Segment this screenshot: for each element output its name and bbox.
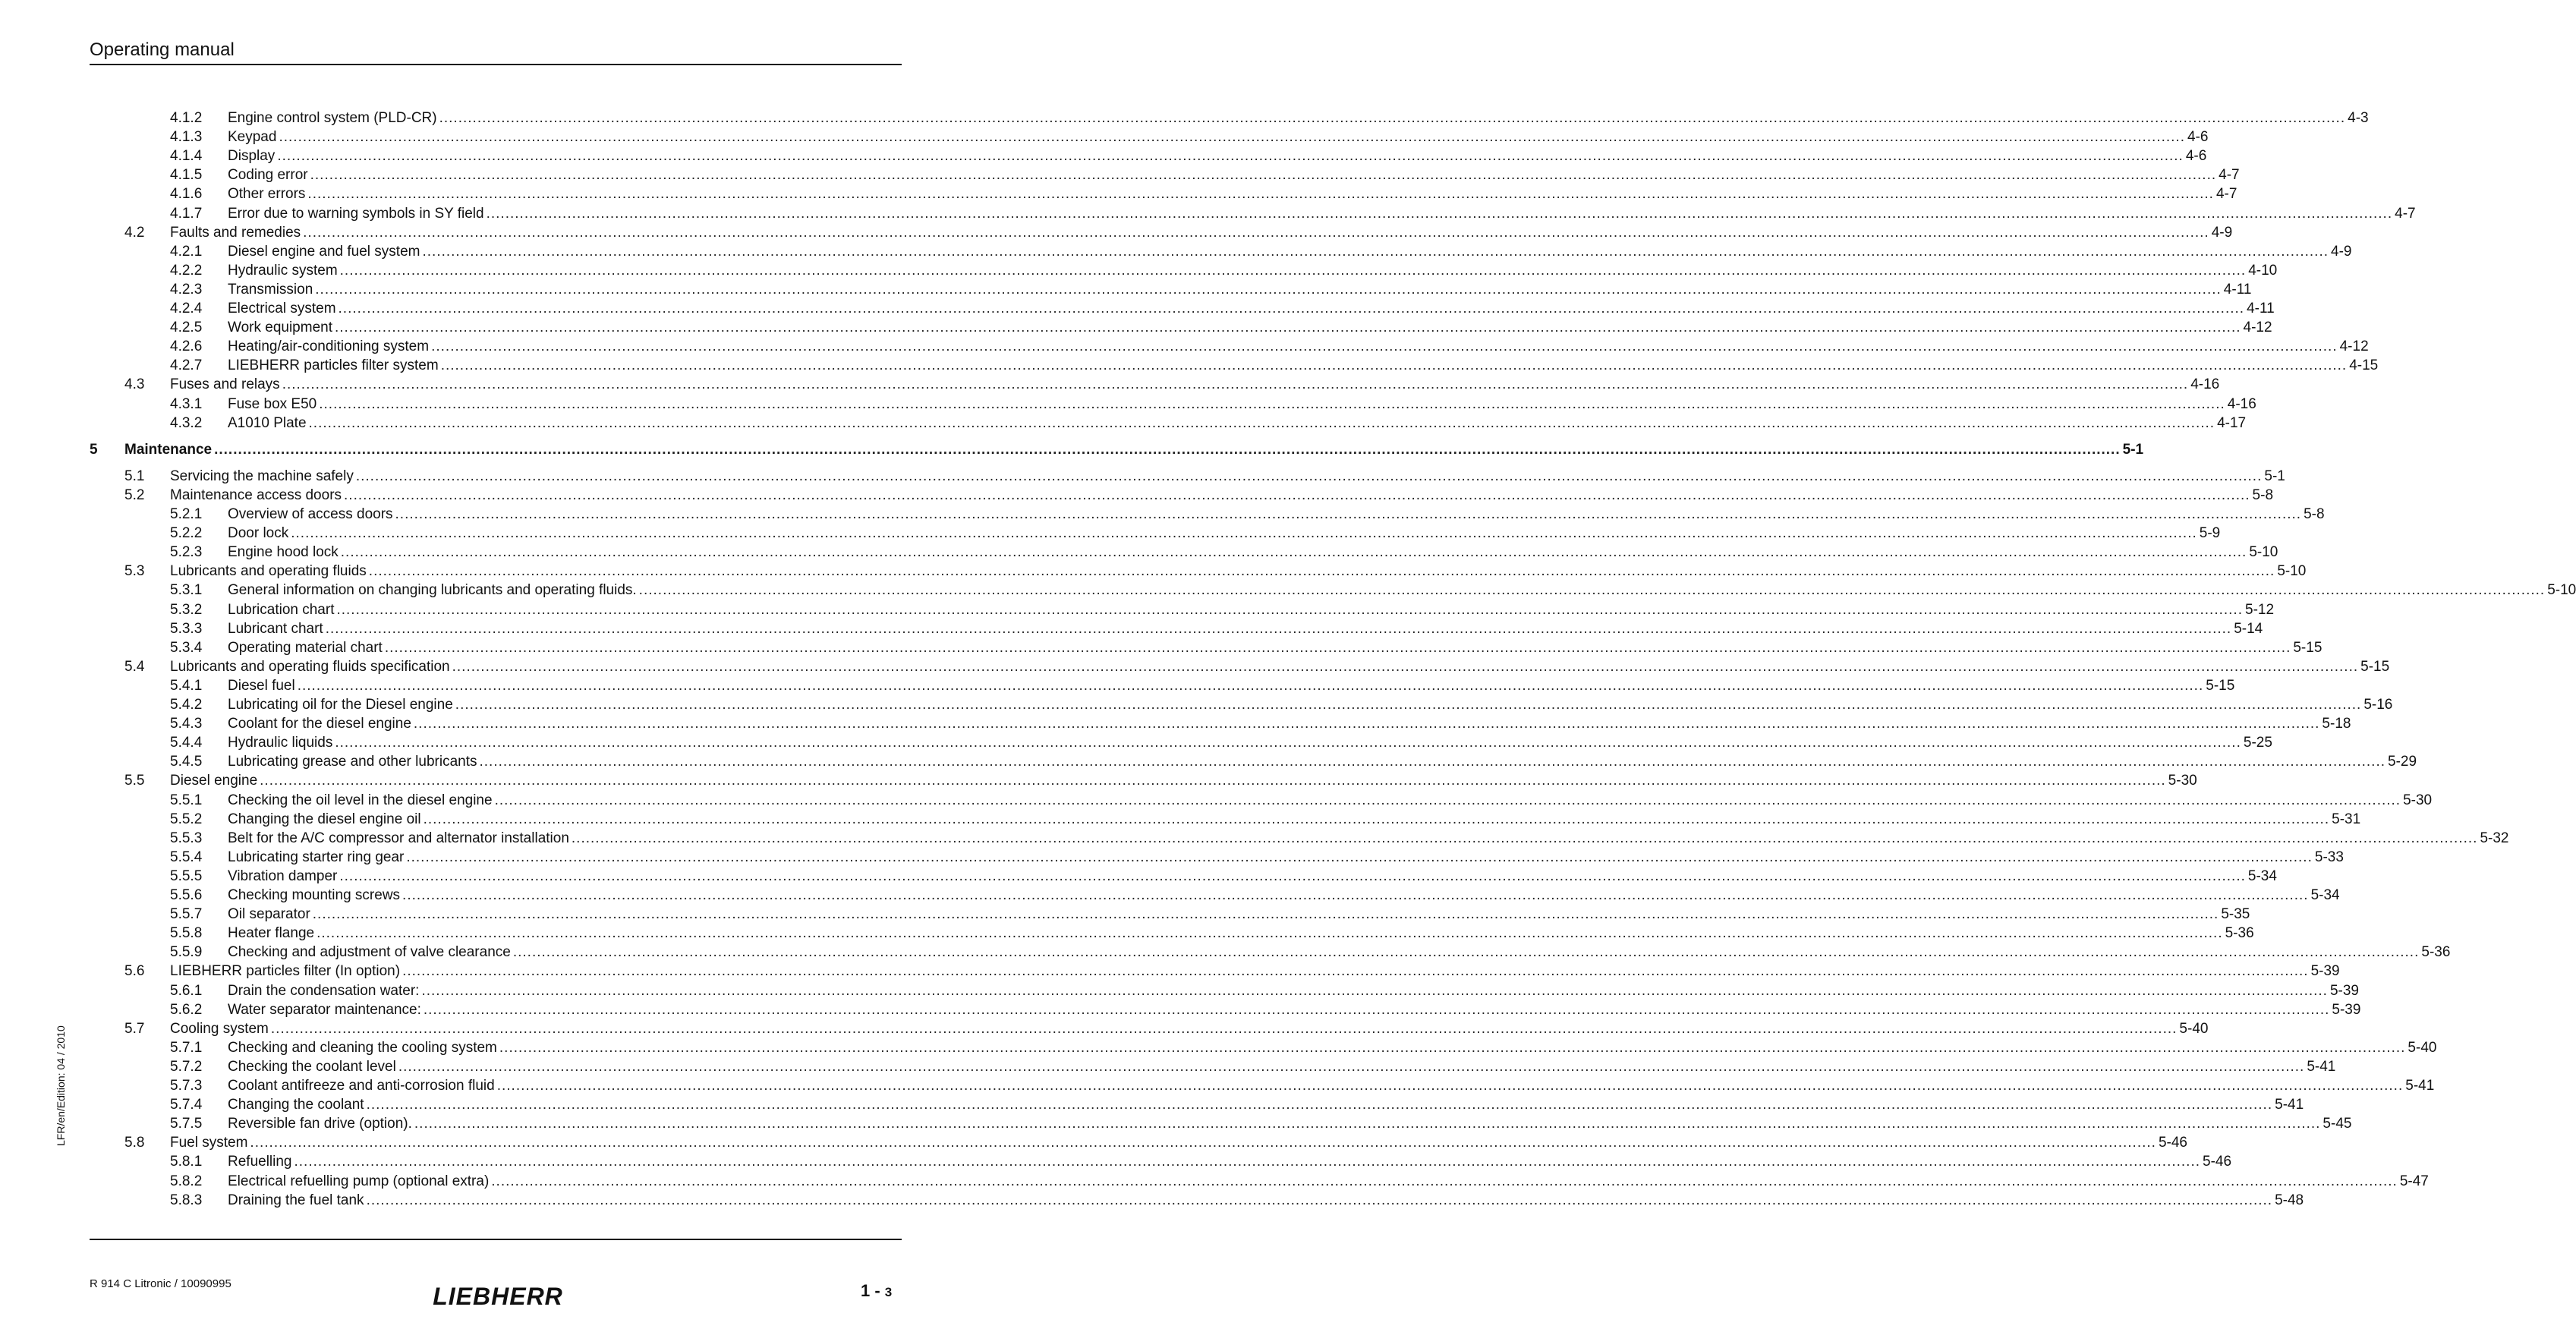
toc-entry-page: 5-10 — [2249, 544, 2278, 561]
toc-entry[interactable] — [0, 1173, 2429, 1191]
toc-entry-number: 5.4.4 — [170, 735, 203, 751]
toc-entry-page: 5-32 — [2480, 830, 2509, 846]
toc-dot-leader: ................................................................................................................................................................................................................................................................................................................................................................................................................ — [336, 601, 2243, 618]
page-number-page: 3 — [884, 1285, 893, 1299]
footer-rule — [90, 1239, 902, 1240]
toc-entry-page: 5-35 — [2221, 906, 2250, 923]
toc-dot-leader: ................................................................................................................................................................................................................................................................................................................................................................................................................ — [310, 167, 2217, 184]
toc-entry-page: 5-41 — [2307, 1058, 2336, 1075]
toc-entry[interactable] — [0, 1001, 2361, 1019]
liebherr-logo — [427, 1283, 569, 1308]
toc-entry-title: Coolant for the diesel engine — [228, 716, 411, 732]
logo-text: LIEBHERR — [433, 1283, 563, 1310]
page-number-chapter: 1 - — [861, 1281, 885, 1300]
toc-entry-page: 5-46 — [2158, 1135, 2187, 1151]
toc-entry-page: 5-36 — [2225, 925, 2254, 942]
toc-entry-title: Checking and cleaning the cooling system — [228, 1039, 497, 1056]
toc-entry-page: 4-17 — [2217, 414, 2247, 431]
toc-dot-leader: ................................................................................................................................................................................................................................................................................................................................................................................................................ — [421, 982, 2328, 999]
toc-dot-leader: ................................................................................................................................................................................................................................................................................................................................................................................................................ — [395, 506, 2302, 522]
toc-dot-leader: ................................................................................................................................................................................................................................................................................................................................................................................................................ — [316, 925, 2223, 942]
toc-entry-title: Overview of access doors — [228, 506, 393, 522]
toc-entry-title: Hydraulic liquids — [228, 735, 333, 751]
toc-entry-number: 5.5.4 — [170, 849, 203, 865]
toc-entry-number: 5.3.4 — [170, 639, 203, 656]
toc-entry[interactable] — [0, 319, 2272, 337]
toc-dot-leader: ................................................................................................................................................................................................................................................................................................................................................................................................................ — [315, 281, 2222, 298]
toc-dot-leader: ................................................................................................................................................................................................................................................................................................................................................................................................................ — [335, 320, 2241, 336]
toc-dot-leader: ................................................................................................................................................................................................................................................................................................................................................................................................................ — [214, 441, 2121, 458]
toc-entry-number: 4.1.3 — [170, 129, 203, 146]
toc-entry-number: 5.5.6 — [170, 887, 203, 903]
toc-entry-number: 4.3.2 — [170, 414, 203, 431]
toc-entry-page: 5-30 — [2403, 792, 2433, 808]
toc-dot-leader: ................................................................................................................................................................................................................................................................................................................................................................................................................ — [338, 301, 2245, 316]
toc-entry[interactable] — [0, 620, 2263, 638]
toc-entry-title: Fuses and relays — [170, 376, 280, 393]
toc-entry-title: Checking mounting screws — [228, 887, 401, 903]
toc-entry-page: 4-12 — [2243, 320, 2272, 336]
toc-entry-page: 5-14 — [2234, 620, 2263, 637]
toc-entry-title: Operating material chart — [228, 639, 383, 656]
toc-dot-leader: ................................................................................................................................................................................................................................................................................................................................................................................................................ — [384, 639, 2291, 656]
toc-entry-number: 4.2.2 — [170, 262, 203, 279]
toc-entry-number: 5.5.1 — [170, 792, 203, 808]
toc-entry-page: 5-40 — [2408, 1039, 2437, 1056]
toc-entry-title: Servicing the machine safely — [170, 468, 354, 484]
toc-entry-number: 5.2 — [124, 487, 145, 503]
toc-entry[interactable] — [0, 543, 2278, 562]
toc-entry-title: Checking the oil level in the diesel engine — [228, 792, 493, 808]
toc-entry-number: 4.2.7 — [170, 357, 203, 374]
toc-entry-number: 5.4.2 — [170, 697, 203, 713]
toc-entry-page: 4-9 — [2211, 224, 2233, 241]
toc-entry[interactable] — [0, 905, 2250, 924]
toc-entry-number: 4.2.1 — [170, 243, 203, 260]
toc-entry-page: 5-46 — [2203, 1154, 2232, 1170]
toc-entry-title: Diesel engine and fuel system — [228, 243, 420, 260]
toc-entry-title: Lubricating oil for the Diesel engine — [228, 697, 453, 713]
toc-entry-title: Other errors — [228, 186, 306, 203]
toc-entry-title: Lubricant chart — [228, 620, 323, 637]
toc-entry-page: 4-3 — [2348, 110, 2369, 126]
toc-dot-leader: ................................................................................................................................................................................................................................................................................................................................................................................................................ — [479, 754, 2386, 770]
toc-dot-leader: ................................................................................................................................................................................................................................................................................................................................................................................................................ — [339, 868, 2246, 884]
toc-dot-leader: ................................................................................................................................................................................................................................................................................................................................................................................................................ — [486, 205, 2393, 222]
toc-entry-title: Diesel fuel — [228, 677, 295, 694]
toc-entry[interactable] — [0, 262, 2278, 280]
toc-entry-number: 5.5.3 — [170, 830, 203, 846]
toc-dot-leader: ................................................................................................................................................................................................................................................................................................................................................................................................................ — [431, 339, 2338, 355]
toc-entry-title: Draining the fuel tank — [228, 1192, 364, 1208]
toc-entry-page: 5-40 — [2179, 1020, 2209, 1037]
toc-entry-number: 5.7 — [124, 1020, 145, 1037]
toc-entry-number: 4.2.4 — [170, 301, 203, 316]
toc-entry-number: 4.1.4 — [170, 148, 203, 165]
toc-entry-page: 5-45 — [2322, 1116, 2352, 1132]
toc-dot-leader: ................................................................................................................................................................................................................................................................................................................................................................................................................ — [355, 468, 2263, 484]
toc-entry-page: 5-47 — [2399, 1173, 2429, 1189]
toc-entry[interactable] — [0, 243, 2352, 261]
toc-entry[interactable] — [0, 1192, 2304, 1210]
toc-entry-number: 5.3.3 — [170, 620, 203, 637]
toc-entry-number: 4.3 — [124, 376, 145, 393]
toc-entry-page: 5-34 — [2247, 868, 2277, 884]
toc-dot-leader: ................................................................................................................................................................................................................................................................................................................................................................................................................ — [406, 849, 2313, 865]
toc-entry-title: Diesel engine — [170, 773, 258, 789]
toc-dot-leader: ................................................................................................................................................................................................................................................................................................................................................................................................................ — [402, 887, 2309, 903]
toc-entry-number: 5.7.5 — [170, 1116, 203, 1132]
toc-entry-page: 5-36 — [2421, 944, 2451, 961]
toc-entry-number: 5.6.2 — [170, 1001, 203, 1018]
toc-entry[interactable] — [0, 677, 2235, 695]
toc-dot-leader: ................................................................................................................................................................................................................................................................................................................................................................................................................ — [366, 1097, 2273, 1113]
toc-entry-number: 5.4.3 — [170, 716, 203, 732]
toc-entry-number: 5.8.3 — [170, 1192, 203, 1208]
toc-entry-number: 4.2.6 — [170, 339, 203, 355]
toc-entry[interactable] — [0, 185, 2237, 203]
toc-entry-page: 5-25 — [2243, 735, 2272, 751]
toc-entry-number: 4.1.5 — [170, 167, 203, 184]
toc-entry[interactable] — [0, 924, 2254, 943]
toc-entry[interactable] — [0, 505, 2325, 524]
toc-entry-page: 5-30 — [2168, 773, 2197, 789]
toc-dot-leader: ................................................................................................................................................................................................................................................................................................................................................................................................................ — [571, 830, 2478, 846]
toc-entry[interactable] — [0, 982, 2359, 1000]
toc-dot-leader: ................................................................................................................................................................................................................................................................................................................................................................................................................ — [494, 792, 2401, 808]
toc-entry-title: Lubricants and operating fluids specification — [170, 658, 450, 675]
toc-entry-page: 4-15 — [2349, 357, 2379, 374]
toc-entry[interactable] — [0, 300, 2275, 318]
toc-dot-leader: ................................................................................................................................................................................................................................................................................................................................................................................................................ — [422, 243, 2329, 260]
toc-entry-page: 5-48 — [2275, 1192, 2304, 1208]
toc-dot-leader: ................................................................................................................................................................................................................................................................................................................................................................................................................ — [344, 487, 2250, 503]
toc-entry-page: 4-7 — [2215, 186, 2237, 203]
toc-entry-title: Heater flange — [228, 925, 315, 942]
edition-note: LFR/en/Edition: 04 / 2010 — [55, 1025, 67, 1146]
toc-entry-page: 4-11 — [2223, 281, 2252, 298]
toc-entry-title: Electrical system — [228, 301, 336, 316]
toc-entry-number: 5.5 — [124, 773, 145, 789]
toc-dot-leader: ................................................................................................................................................................................................................................................................................................................................................................................................................ — [250, 1135, 2156, 1151]
toc-entry-title: Maintenance — [124, 441, 213, 458]
toc-entry-title: General information on changing lubricants and operating fluids. — [228, 582, 637, 599]
toc-entry[interactable] — [0, 468, 2285, 486]
toc-entry[interactable] — [0, 1096, 2304, 1114]
toc-entry-number: 5.4.1 — [170, 677, 203, 694]
toc-entry-number: 4.3.1 — [170, 395, 203, 412]
toc-entry-title: Checking the coolant level — [228, 1058, 396, 1075]
toc-entry-page: 5-39 — [2332, 1001, 2361, 1018]
toc-entry-page: 5-39 — [2310, 963, 2340, 980]
toc-entry-number: 5.1 — [124, 468, 145, 484]
toc-entry-title: LIEBHERR particles filter system — [228, 357, 439, 374]
toc-entry-title: Cooling system — [170, 1020, 269, 1037]
toc-entry-title: Oil separator — [228, 906, 310, 923]
toc-entry[interactable] — [0, 943, 2451, 962]
toc-entry-page: 5-1 — [2122, 441, 2144, 458]
toc-dot-leader: ................................................................................................................................................................................................................................................................................................................................................................................................................ — [440, 357, 2348, 374]
toc-entry-title: Display — [228, 148, 276, 165]
toc-entry[interactable] — [0, 715, 2351, 733]
toc-entry-page: 4-12 — [2339, 339, 2369, 355]
toc-entry-title: Maintenance access doors — [170, 487, 342, 503]
toc-entry-number: 4.1.6 — [170, 186, 203, 203]
toc-entry-page: 5-8 — [2304, 506, 2325, 522]
toc-entry[interactable] — [0, 338, 2369, 356]
toc-entry-number: 5.5.5 — [170, 868, 203, 884]
toc-entry-number: 5.6.1 — [170, 982, 203, 999]
toc-entry-title: Reversible fan drive (option). — [228, 1116, 412, 1132]
toc-dot-leader: ................................................................................................................................................................................................................................................................................................................................................................................................................ — [455, 697, 2362, 713]
toc-dot-leader: ................................................................................................................................................................................................................................................................................................................................................................................................................ — [277, 148, 2184, 165]
toc-dot-leader: ................................................................................................................................................................................................................................................................................................................................................................................................................ — [491, 1173, 2398, 1189]
toc-dot-leader: ................................................................................................................................................................................................................................................................................................................................................................................................................ — [279, 129, 2185, 146]
toc-dot-leader: ................................................................................................................................................................................................................................................................................................................................................................................................................ — [452, 658, 2359, 675]
toc-entry-title: Vibration damper — [228, 868, 338, 884]
toc-entry-title: Changing the diesel engine oil — [228, 811, 421, 827]
toc-entry[interactable] — [0, 1039, 2437, 1057]
toc-entry[interactable] — [0, 658, 2390, 676]
toc-entry-page: 5-8 — [2252, 487, 2274, 503]
toc-entry[interactable] — [0, 109, 2369, 128]
toc-entry-number: 5.2.3 — [170, 544, 203, 561]
toc-dot-leader: ................................................................................................................................................................................................................................................................................................................................................................................................................ — [413, 716, 2320, 732]
toc-entry-number: 5 — [90, 441, 98, 458]
toc-entry-number: 5.5.2 — [170, 811, 203, 827]
toc-entry-title: Error due to warning symbols in SY field — [228, 205, 484, 222]
toc-entry-page: 5-29 — [2388, 754, 2417, 770]
toc-entry[interactable] — [0, 281, 2252, 299]
toc-entry-page: 5-18 — [2322, 716, 2351, 732]
toc-entry[interactable] — [0, 868, 2277, 886]
toc-entry[interactable] — [0, 830, 2509, 848]
toc-entry-title: Lubricants and operating fluids — [170, 563, 367, 580]
toc-entry-number: 4.2.3 — [170, 281, 203, 298]
toc-dot-leader: ................................................................................................................................................................................................................................................................................................................................................................................................................ — [402, 963, 2309, 980]
toc-entry-title: Engine hood lock — [228, 544, 339, 561]
toc-dot-leader: ................................................................................................................................................................................................................................................................................................................................................................................................................ — [282, 376, 2189, 393]
toc-entry[interactable] — [0, 792, 2433, 810]
toc-entry-page: 5-12 — [2245, 601, 2275, 618]
toc-entry-number: 5.8 — [124, 1135, 145, 1151]
toc-entry-number: 5.2.2 — [170, 525, 203, 542]
toc-entry-number: 5.8.1 — [170, 1154, 203, 1170]
toc-entry[interactable] — [0, 639, 2322, 657]
toc-entry-title: Checking and adjustment of valve clearance — [228, 944, 511, 961]
toc-entry-number: 5.4.5 — [170, 754, 203, 770]
toc-entry-title: Engine control system (PLD-CR) — [228, 110, 437, 126]
toc-entry[interactable] — [0, 581, 2576, 600]
toc-entry[interactable] — [0, 441, 2144, 459]
toc-entry-page: 5-15 — [2206, 677, 2235, 694]
toc-entry[interactable] — [0, 1077, 2435, 1095]
toc-entry-page: 5-34 — [2310, 887, 2340, 903]
toc-entry[interactable] — [0, 376, 2220, 394]
toc-dot-leader: ................................................................................................................................................................................................................................................................................................................................................................................................................ — [366, 1192, 2273, 1208]
toc-entry-title: Fuel system — [170, 1135, 248, 1151]
toc-entry-page: 5-1 — [2264, 468, 2285, 484]
toc-dot-leader: ................................................................................................................................................................................................................................................................................................................................................................................................................ — [308, 414, 2215, 431]
toc-entry-page: 5-10 — [2547, 582, 2576, 599]
toc-entry-page: 5-9 — [2199, 525, 2221, 542]
toc-entry[interactable] — [0, 1134, 2187, 1152]
toc-entry-page: 4-9 — [2331, 243, 2352, 260]
toc-entry-title: Hydraulic system — [228, 262, 338, 279]
toc-dot-leader: ................................................................................................................................................................................................................................................................................................................................................................................................................ — [291, 525, 2197, 542]
page-number — [861, 1281, 892, 1301]
toc-entry-page: 5-39 — [2329, 982, 2359, 999]
toc-entry-number: 5.5.9 — [170, 944, 203, 961]
toc-entry-page: 4-16 — [2190, 376, 2220, 393]
toc-entry[interactable] — [0, 147, 2207, 165]
toc-entry[interactable] — [0, 128, 2209, 146]
toc-dot-leader: ................................................................................................................................................................................................................................................................................................................................................................................................................ — [512, 944, 2420, 961]
toc-entry-title: Water separator maintenance: — [228, 1001, 421, 1018]
toc-dot-leader: ................................................................................................................................................................................................................................................................................................................................................................................................................ — [312, 906, 2219, 923]
toc-dot-leader: ................................................................................................................................................................................................................................................................................................................................................................................................................ — [423, 811, 2330, 827]
toc-entry-title: Electrical refuelling pump (optional extra) — [228, 1173, 490, 1189]
toc-entry[interactable] — [0, 414, 2247, 433]
toc-dot-leader: ................................................................................................................................................................................................................................................................................................................................................................................................................ — [499, 1039, 2406, 1056]
toc-entry-title: A1010 Plate — [228, 414, 307, 431]
toc-entry-title: Work equipment — [228, 320, 332, 336]
toc-entry-page: 4-16 — [2227, 395, 2256, 412]
toc-dot-leader: ................................................................................................................................................................................................................................................................................................................................................................................................................ — [297, 677, 2204, 694]
toc-entry-page: 5-15 — [2360, 658, 2390, 675]
toc-entry-page: 4-7 — [2219, 167, 2240, 184]
toc-entry-number: 5.4 — [124, 658, 145, 675]
toc-entry-page: 4-11 — [2247, 301, 2275, 316]
toc-entry-page: 5-33 — [2314, 849, 2344, 865]
toc-dot-leader: ................................................................................................................................................................................................................................................................................................................................................................................................................ — [307, 186, 2214, 203]
toc-entry-title: Lubrication chart — [228, 601, 335, 618]
toc-entry[interactable] — [0, 753, 2417, 771]
toc-entry-title: Heating/air-conditioning system — [228, 339, 430, 355]
toc-entry[interactable] — [0, 487, 2274, 505]
toc-entry-number: 5.7.4 — [170, 1097, 203, 1113]
toc-entry-number: 5.3.2 — [170, 601, 203, 618]
footer-model: R 914 C Litronic / 10090995 — [90, 1277, 231, 1290]
toc-dot-leader: ................................................................................................................................................................................................................................................................................................................................................................................................................ — [294, 1154, 2201, 1170]
toc-dot-leader: ................................................................................................................................................................................................................................................................................................................................................................................................................ — [325, 620, 2232, 637]
toc-entry-number: 5.3.1 — [170, 582, 203, 599]
toc-dot-leader: ................................................................................................................................................................................................................................................................................................................................................................................................................ — [423, 1001, 2330, 1018]
toc-entry-number: 4.2 — [124, 224, 145, 241]
toc-entry-number: 5.2.1 — [170, 506, 203, 522]
toc-dot-leader: ................................................................................................................................................................................................................................................................................................................................................................................................................ — [439, 110, 2346, 126]
toc-entry-title: Refuelling — [228, 1154, 292, 1170]
toc-entry-title: LIEBHERR particles filter (In option) — [170, 963, 401, 980]
toc-dot-leader: ................................................................................................................................................................................................................................................................................................................................................................................................................ — [398, 1058, 2305, 1075]
toc-entry-title: Belt for the A/C compressor and alternator installation — [228, 830, 569, 846]
toc-entry-page: 4-7 — [2395, 205, 2416, 222]
toc-entry-number: 4.1.2 — [170, 110, 203, 126]
toc-entry[interactable] — [0, 524, 2221, 543]
toc-entry-title: Lubricating grease and other lubricants — [228, 754, 477, 770]
toc-dot-leader: ................................................................................................................................................................................................................................................................................................................................................................................................................ — [339, 262, 2247, 279]
toc-entry-number: 5.5.8 — [170, 925, 203, 942]
toc-entry-number: 4.1.7 — [170, 205, 203, 222]
toc-dot-leader: ................................................................................................................................................................................................................................................................................................................................................................................................................ — [303, 224, 2209, 241]
toc-entry-page: 5-41 — [2275, 1097, 2304, 1113]
toc-dot-leader: ................................................................................................................................................................................................................................................................................................................................................................................................................ — [638, 582, 2546, 599]
toc-entry[interactable] — [0, 224, 2233, 242]
toc-entry-page: 5-15 — [2293, 639, 2322, 656]
toc-entry[interactable] — [0, 886, 2340, 905]
toc-dot-leader: ................................................................................................................................................................................................................................................................................................................................................................................................................ — [319, 395, 2225, 412]
toc-entry[interactable] — [0, 962, 2340, 981]
page-header-title: Operating manual — [90, 39, 235, 60]
toc-entry-number: 5.8.2 — [170, 1173, 203, 1189]
toc-entry-title: Keypad — [228, 129, 277, 146]
toc-entry-page: 4-6 — [2187, 129, 2209, 146]
toc-entry[interactable] — [0, 696, 2393, 714]
toc-entry[interactable] — [0, 1115, 2352, 1133]
toc-dot-leader: ................................................................................................................................................................................................................................................................................................................................................................................................................ — [260, 773, 2166, 789]
toc-entry-page: 5-10 — [2277, 563, 2307, 580]
toc-dot-leader: ................................................................................................................................................................................................................................................................................................................................................................................................................ — [340, 544, 2247, 561]
header-rule — [90, 64, 902, 65]
toc-entry-page: 5-16 — [2363, 697, 2393, 713]
toc-entry[interactable] — [0, 1020, 2209, 1038]
toc-entry[interactable] — [0, 205, 2416, 223]
toc-entry[interactable] — [0, 601, 2275, 619]
toc-entry-title: Coolant antifreeze and anti-corrosion fluid — [228, 1078, 495, 1094]
toc-entry-title: Drain the condensation water: — [228, 982, 420, 999]
toc-entry-page: 4-10 — [2248, 262, 2278, 279]
toc-entry[interactable] — [0, 562, 2307, 581]
toc-entry-page: 5-41 — [2405, 1078, 2435, 1094]
toc-entry[interactable] — [0, 849, 2344, 867]
toc-entry-number: 5.7.2 — [170, 1058, 203, 1075]
toc-entry[interactable] — [0, 395, 2256, 414]
toc-entry-title: Coding error — [228, 167, 308, 184]
toc-entry-page: 5-31 — [2332, 811, 2361, 827]
toc-entry[interactable] — [0, 1153, 2232, 1171]
toc-entry[interactable] — [0, 1058, 2336, 1076]
toc-entry[interactable] — [0, 357, 2379, 375]
toc-entry[interactable] — [0, 734, 2272, 752]
toc-entry-title: Faults and remedies — [170, 224, 301, 241]
toc-entry-title: Transmission — [228, 281, 313, 298]
toc-entry-title: Door lock — [228, 525, 289, 542]
toc-entry-number: 5.6 — [124, 963, 145, 980]
toc-entry-title: Lubricating starter ring gear — [228, 849, 405, 865]
toc-entry[interactable] — [0, 811, 2361, 829]
toc-entry[interactable] — [0, 166, 2240, 184]
toc-entry-title: Changing the coolant — [228, 1097, 364, 1113]
toc-entry-title: Fuse box E50 — [228, 395, 317, 412]
toc-entry-number: 5.7.1 — [170, 1039, 203, 1056]
toc-dot-leader: ................................................................................................................................................................................................................................................................................................................................................................................................................ — [496, 1078, 2404, 1094]
toc-dot-leader: ................................................................................................................................................................................................................................................................................................................................................................................................................ — [270, 1020, 2178, 1037]
toc-entry[interactable] — [0, 772, 2197, 790]
toc-entry-number: 4.2.5 — [170, 320, 203, 336]
toc-entry-number: 5.3 — [124, 563, 145, 580]
toc-entry-number: 5.7.3 — [170, 1078, 203, 1094]
toc-entry-number: 5.5.7 — [170, 906, 203, 923]
toc-dot-leader: ................................................................................................................................................................................................................................................................................................................................................................................................................ — [368, 563, 2275, 580]
toc-entry-page: 4-6 — [2185, 148, 2207, 165]
toc-dot-leader: ................................................................................................................................................................................................................................................................................................................................................................................................................ — [335, 735, 2241, 751]
toc-dot-leader: ................................................................................................................................................................................................................................................................................................................................................................................................................ — [414, 1116, 2321, 1132]
